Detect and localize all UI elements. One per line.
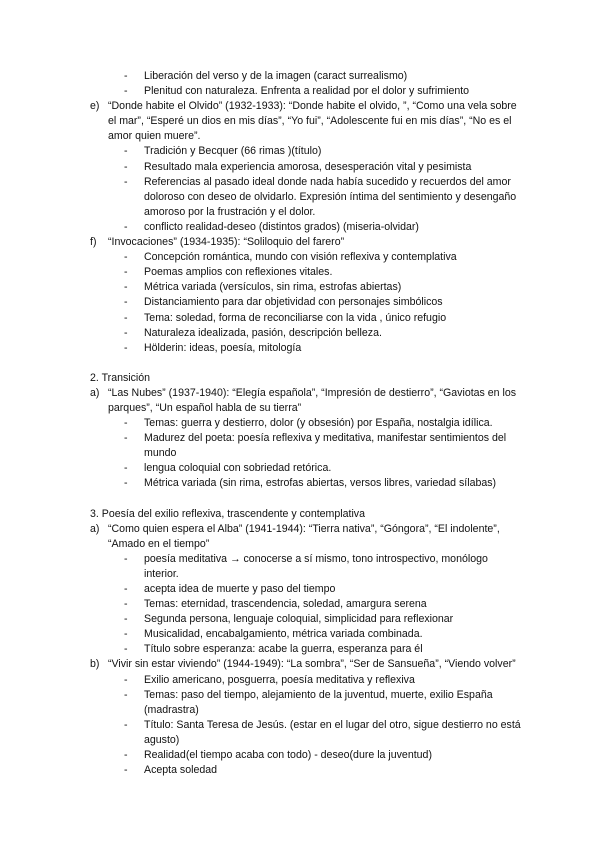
dash-marker: - <box>124 326 128 339</box>
bullet-text: Acepta soledad <box>144 764 218 777</box>
bullet-text: lengua coloquial con sobriedad retórica. <box>144 462 332 475</box>
list-item <box>0 341 600 356</box>
bullet-text: Liberación del verso y de la imagen (caract surrealismo) <box>144 70 408 82</box>
bullet-text: Plenitud con naturaleza. Enfrenta a realidad por el dolor y sufrimiento <box>144 85 470 98</box>
dash-marker: - <box>124 70 128 82</box>
dash-marker: - <box>124 175 128 188</box>
bullet-text: Naturaleza idealizada, pasión, descripción belleza. <box>144 326 382 339</box>
item-marker: f) <box>90 236 97 249</box>
item-marker: e) <box>90 100 100 113</box>
list-item-e <box>0 99 600 144</box>
list-item <box>0 612 600 627</box>
bullet-text: Hölderin: ideas, poesía, mitología <box>144 341 302 354</box>
dash-marker: - <box>124 628 128 641</box>
dash-marker: - <box>124 749 128 762</box>
item-title: “Las Nubes” (1937-1940): “Elegía española”, “Impresión de destierro”, “Gaviotas en los parques”, “Un español habla de su tierra” <box>108 386 517 414</box>
dash-marker: - <box>124 251 128 264</box>
dash-marker: - <box>124 432 128 445</box>
dash-marker: - <box>124 296 128 309</box>
list-item-a <box>0 522 600 552</box>
spacer <box>0 492 600 507</box>
bullet-text: Concepción romántica, mundo con visión reflexiva y contemplativa <box>144 251 457 264</box>
list-item-f <box>0 235 600 250</box>
item-marker: a) <box>90 522 100 535</box>
list-item <box>0 688 600 718</box>
item-title: “Vivir sin estar viviendo” (1944-1949): “La sombra”, “Ser de Sansueña”, “Viendo volver” <box>108 658 516 671</box>
dash-marker: - <box>124 477 128 490</box>
dash-marker: - <box>124 266 128 279</box>
bullet-text: Exilio americano, posguerra, poesía meditativa y reflexiva <box>144 673 415 686</box>
list-item <box>0 673 600 688</box>
list-item <box>0 250 600 265</box>
bullet-text: Realidad(el tiempo acaba con todo) - deseo(dure la juventud) <box>144 749 432 762</box>
list-item <box>0 175 600 220</box>
list-item <box>0 69 600 84</box>
section-heading: 2. Transición <box>90 371 151 384</box>
bullet-text: conflicto realidad-deseo (distintos grados) (miseria-olvidar) <box>144 220 419 233</box>
list-item <box>0 748 600 763</box>
dash-marker: - <box>124 462 128 475</box>
bullet-text: poesía meditativa → conocerse a sí mismo, tono introspectivo, monólogo interior. <box>144 552 488 580</box>
bullet-text: Título: Santa Teresa de Jesús. (estar en el lugar del otro, sigue destierro no está agusto) <box>144 718 521 746</box>
dash-marker: - <box>124 643 128 656</box>
list-item <box>0 295 600 310</box>
bullet-text: acepta idea de muerte y paso del tiempo <box>144 583 336 595</box>
dash-marker: - <box>124 281 128 294</box>
list-item <box>0 144 600 159</box>
item-title: “Invocaciones” (1934-1935): “Soliloquio del farero” <box>108 236 345 249</box>
dash-marker: - <box>124 220 128 233</box>
dash-marker: - <box>124 613 128 626</box>
list-item <box>0 763 600 778</box>
bullet-text: Poemas amplios con reflexiones vitales. <box>144 266 333 279</box>
list-item <box>0 160 600 175</box>
bullet-text: Temas: paso del tiempo, alejamiento de la juventud, muerte, exilio España (madrastra) <box>144 688 493 716</box>
bullet-text: Referencias al pasado ideal donde nada había sucedido y recuerdos del amor doloroso con deseo de olvidarlo. Expresión íntima del sentimiento y desengaño amoroso por la frustración y el dolor. <box>144 175 517 218</box>
item-title: “Donde habite el Olvido” (1932-1933): “Donde habite el olvido, ”, “Como una vela sobre el mar”, “Esperé un dios en mis días”, “Yo fui”, “Adolescente fui en mis días”, “No es el amor quien muere”. <box>108 100 517 143</box>
item-marker: b) <box>90 658 100 671</box>
list-item <box>0 280 600 295</box>
bullet-text: Tema: soledad, forma de reconciliarse con la vida , único refugio <box>144 311 447 324</box>
item-title: “Como quien espera el Alba” (1941-1944): “Tierra nativa”, “Góngora”, “El indolente”, “Amado en el tiempo” <box>108 522 500 550</box>
list-item <box>0 84 600 99</box>
list-item <box>0 476 600 491</box>
dash-marker: - <box>124 552 128 565</box>
bullet-text: Madurez del poeta: poesía reflexiva y meditativa, manifestar sentimientos del mundo <box>144 432 507 460</box>
list-item-a <box>0 386 600 416</box>
bullet-text: Distanciamiento para dar objetividad con personajes simbólicos <box>144 296 443 309</box>
list-item <box>0 552 600 582</box>
list-item <box>0 718 600 748</box>
dash-marker: - <box>124 688 128 701</box>
list-item <box>0 597 600 612</box>
dash-marker: - <box>124 598 128 611</box>
list-item <box>0 642 600 657</box>
list-item <box>0 416 600 431</box>
document-content <box>0 69 600 778</box>
bullet-text: Métrica variada (versículos, sin rima, estrofas abiertas) <box>144 281 402 294</box>
bullet-text: Resultado mala experiencia amorosa, desesperación vital y pesimista <box>144 160 472 173</box>
dash-marker: - <box>124 673 128 686</box>
dash-marker: - <box>124 311 128 324</box>
item-marker: a) <box>90 386 100 399</box>
list-item <box>0 431 600 461</box>
bullet-text: Segunda persona, lenguaje coloquial, simplicidad para reflexionar <box>144 613 454 626</box>
dash-marker: - <box>124 583 128 595</box>
dash-marker: - <box>124 417 128 430</box>
list-item <box>0 582 600 597</box>
list-item-b <box>0 657 600 672</box>
bullet-text: Tradición y Becquer (66 rimas )(título) <box>144 145 322 158</box>
dash-marker: - <box>124 85 128 98</box>
dash-marker: - <box>124 764 128 777</box>
list-item <box>0 627 600 642</box>
bullet-text: Métrica variada (sin rima, estrofas abiertas, versos libres, variedad sílabas) <box>144 477 497 490</box>
list-item <box>0 311 600 326</box>
dash-marker: - <box>124 718 128 731</box>
list-item <box>0 461 600 476</box>
bullet-text: Título sobre esperanza: acabe la guerra, esperanza para él <box>144 643 423 656</box>
bullet-text: Temas: guerra y destierro, dolor (y obsesión) por España, nostalgia idílica. <box>144 417 493 430</box>
dash-marker: - <box>124 145 128 158</box>
spacer <box>0 356 600 371</box>
bullet-text: Musicalidad, encabalgamiento, métrica variada combinada. <box>144 628 423 641</box>
section-heading: 3. Poesía del exilio reflexiva, trascendente y contemplativa <box>90 507 365 520</box>
dash-marker: - <box>124 341 128 354</box>
list-item <box>0 326 600 341</box>
list-item <box>0 220 600 235</box>
bullet-text: Temas: eternidad, trascendencia, soledad, amargura serena <box>144 598 427 611</box>
list-item <box>0 265 600 280</box>
dash-marker: - <box>124 160 128 173</box>
